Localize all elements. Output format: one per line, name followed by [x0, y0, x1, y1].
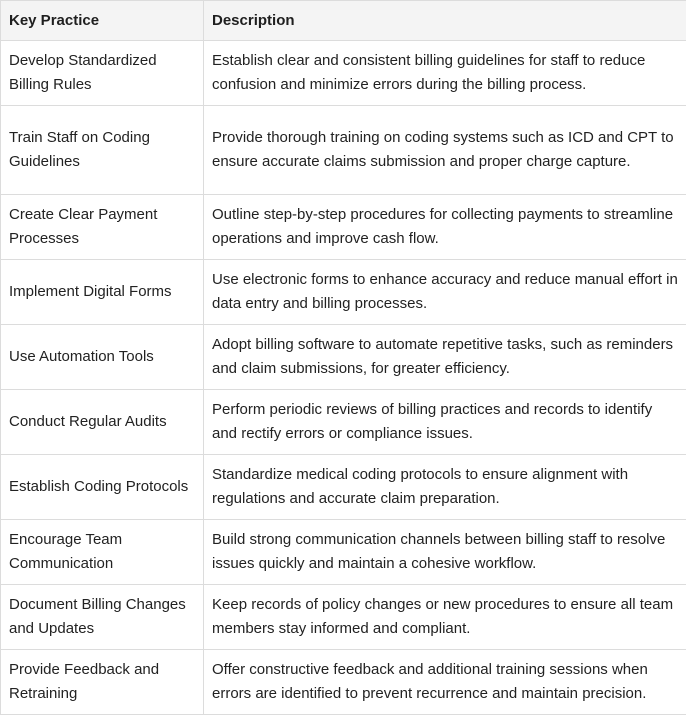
description-cell: Provide thorough training on coding systems such as ICD and CPT to ensure accurate claims submission and proper charge capture. — [204, 106, 686, 195]
description-cell: Keep records of policy changes or new procedures to ensure all team members stay informed and compliant. — [204, 585, 686, 650]
practice-cell: Conduct Regular Audits — [1, 390, 204, 455]
description-cell: Use electronic forms to enhance accuracy and reduce manual effort in data entry and billing processes. — [204, 260, 686, 325]
table-row — [1, 325, 686, 390]
table-row — [1, 106, 686, 195]
table-header-row — [1, 1, 686, 41]
description-cell: Standardize medical coding protocols to ensure alignment with regulations and accurate claim preparation. — [204, 455, 686, 520]
description-cell: Adopt billing software to automate repetitive tasks, such as reminders and claim submissions, for greater efficiency. — [204, 325, 686, 390]
description-cell: Establish clear and consistent billing guidelines for staff to reduce confusion and minimize errors during the billing process. — [204, 41, 686, 106]
description-cell: Build strong communication channels between billing staff to resolve issues quickly and maintain a cohesive workflow. — [204, 520, 686, 585]
practice-cell: Develop Standardized Billing Rules — [1, 41, 204, 106]
table-row — [1, 455, 686, 520]
table-row — [1, 195, 686, 260]
header-description: Description — [204, 1, 686, 41]
table-row — [1, 650, 686, 715]
description-cell: Offer constructive feedback and additional training sessions when errors are identified to prevent recurrence and maintain precision. — [204, 650, 686, 715]
practice-cell: Use Automation Tools — [1, 325, 204, 390]
practice-cell: Create Clear Payment Processes — [1, 195, 204, 260]
table-row — [1, 260, 686, 325]
practice-cell: Provide Feedback and Retraining — [1, 650, 204, 715]
description-cell: Perform periodic reviews of billing practices and records to identify and rectify errors or compliance issues. — [204, 390, 686, 455]
practice-cell: Encourage Team Communication — [1, 520, 204, 585]
table-row — [1, 520, 686, 585]
practice-cell: Document Billing Changes and Updates — [1, 585, 204, 650]
header-key-practice: Key Practice — [1, 1, 204, 41]
practice-cell: Train Staff on Coding Guidelines — [1, 106, 204, 195]
practice-cell: Implement Digital Forms — [1, 260, 204, 325]
table-row — [1, 585, 686, 650]
table-row — [1, 41, 686, 106]
description-cell: Outline step-by-step procedures for collecting payments to streamline operations and improve cash flow. — [204, 195, 686, 260]
practice-cell: Establish Coding Protocols — [1, 455, 204, 520]
table-row — [1, 390, 686, 455]
